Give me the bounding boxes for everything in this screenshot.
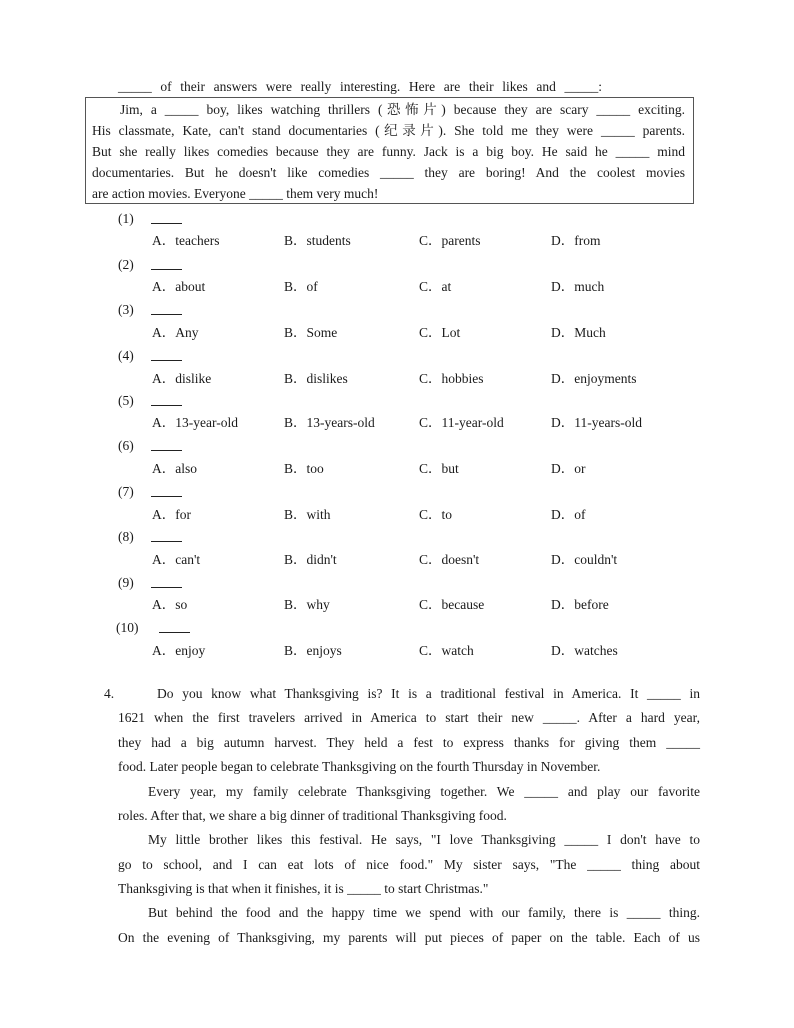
answer-blank[interactable] [151, 484, 182, 497]
option-c[interactable]: C．Lot [419, 325, 461, 340]
option-c[interactable]: C．to [419, 507, 453, 522]
question-number: (8) [118, 529, 134, 544]
answer-blank[interactable] [151, 575, 182, 588]
question-number: (9) [118, 575, 134, 590]
passage-line-4: documentaries. But he doesn't like comedies _____ they are boring! And the coolest movies [92, 165, 685, 180]
option-d[interactable]: D．11-years-old [551, 415, 642, 430]
answer-blank[interactable] [159, 620, 190, 633]
option-c[interactable]: C．at [419, 279, 452, 294]
option-b[interactable]: B．of [284, 279, 318, 294]
section4-line-5: Every year, my family celebrate Thanksgiving together. We _____ and play our favorite [148, 784, 700, 799]
option-d[interactable]: D．of [551, 507, 586, 522]
answer-blank[interactable] [151, 211, 182, 224]
option-d[interactable]: D．couldn't [551, 552, 618, 567]
option-d[interactable]: D．from [551, 233, 601, 248]
option-a[interactable]: A．also [152, 461, 197, 476]
question-number: (5) [118, 393, 134, 408]
option-c[interactable]: C．hobbies [419, 371, 484, 386]
section-number: 4. [104, 686, 115, 701]
answer-blank[interactable] [151, 438, 182, 451]
option-a[interactable]: A．13-year-old [152, 415, 238, 430]
option-a[interactable]: A．so [152, 597, 188, 612]
section4-line-6: roles. After that, we share a big dinner of traditional Thanksgiving food. [118, 808, 507, 823]
question-number: (7) [118, 484, 134, 499]
passage-line-2: His classmate, Kate, can't stand documentaries (纪录片). She told me they were _____ parents. [92, 123, 685, 138]
option-b[interactable]: B．students [284, 233, 351, 248]
answer-blank[interactable] [151, 302, 182, 315]
question-number: (10) [116, 620, 139, 635]
option-a[interactable]: A．about [152, 279, 206, 294]
option-b[interactable]: B．enjoys [284, 643, 342, 658]
answer-blank[interactable] [151, 529, 182, 542]
question-number: (2) [118, 257, 134, 272]
intro-line: _____ of their answers were really interesting. Here are their likes and _____: [118, 79, 602, 94]
option-d[interactable]: D．watches [551, 643, 618, 658]
option-c[interactable]: C．but [419, 461, 459, 476]
option-b[interactable]: B．Some [284, 325, 338, 340]
answer-blank[interactable] [151, 257, 182, 270]
passage-line-5: are action movies. Everyone _____ them very much! [92, 186, 379, 201]
section4-line-4: food. Later people began to celebrate Thanksgiving on the fourth Thursday in November. [118, 759, 601, 774]
option-d[interactable]: D．Much [551, 325, 606, 340]
answer-blank[interactable] [151, 348, 182, 361]
option-d[interactable]: D．or [551, 461, 586, 476]
option-b[interactable]: B．why [284, 597, 330, 612]
option-a[interactable]: A．enjoy [152, 643, 206, 658]
option-c[interactable]: C．watch [419, 643, 474, 658]
option-b[interactable]: B．too [284, 461, 324, 476]
option-b[interactable]: B．with [284, 507, 331, 522]
section4-line-8: go to school, and I can eat lots of nice food." My sister says, "The _____ thing about [118, 857, 700, 872]
passage-line-3: But she really likes comedies because they are funny. Jack is a big boy. He said he _____ mind [92, 144, 685, 159]
option-d[interactable]: D．much [551, 279, 605, 294]
question-number: (3) [118, 302, 134, 317]
question-number: (6) [118, 438, 134, 453]
option-a[interactable]: A．for [152, 507, 191, 522]
section4-line-1: Do you know what Thanksgiving is? It is a traditional festival in America. It _____ in [157, 686, 700, 701]
section4-line-9: Thanksgiving is that when it finishes, it is _____ to start Christmas." [118, 881, 489, 896]
option-a[interactable]: A．dislike [152, 371, 212, 386]
option-b[interactable]: B．didn't [284, 552, 337, 567]
option-b[interactable]: B．13-years-old [284, 415, 375, 430]
section4-line-10: But behind the food and the happy time we spend with our family, there is _____ thing. [148, 905, 700, 920]
option-d[interactable]: D．enjoyments [551, 371, 637, 386]
section4-line-3: they had a big autumn harvest. They held a fest to express thanks for giving them _____ [118, 735, 700, 750]
section4-line-2: 1621 when the first travelers arrived in America to start their new _____. After a hard year, [118, 710, 700, 725]
option-c[interactable]: C．11-year-old [419, 415, 504, 430]
option-a[interactable]: A．teachers [152, 233, 220, 248]
section4-line-7: My little brother likes this festival. He says, "I love Thanksgiving _____ I don't have to [148, 832, 700, 847]
option-c[interactable]: C．parents [419, 233, 481, 248]
passage-line-1: Jim, a _____ boy, likes watching thrillers (恐怖片) because they are scary _____ exciting. [120, 102, 685, 117]
option-c[interactable]: C．because [419, 597, 485, 612]
answer-blank[interactable] [151, 393, 182, 406]
option-b[interactable]: B．dislikes [284, 371, 348, 386]
section4-line-11: On the evening of Thanksgiving, my parents will put pieces of paper on the table. Each of us [118, 930, 700, 945]
question-number: (4) [118, 348, 134, 363]
option-c[interactable]: C．doesn't [419, 552, 480, 567]
question-number: (1) [118, 211, 134, 226]
option-d[interactable]: D．before [551, 597, 609, 612]
option-a[interactable]: A．can't [152, 552, 201, 567]
option-a[interactable]: A．Any [152, 325, 199, 340]
